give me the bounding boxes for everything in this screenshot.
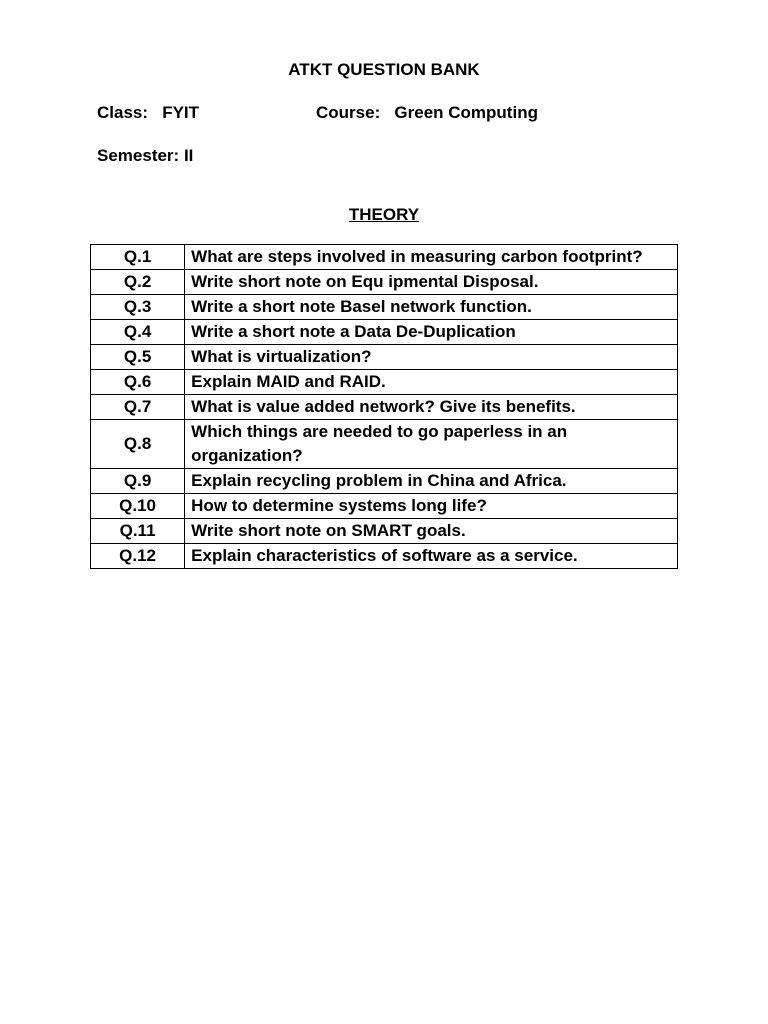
- question-text: Write short note on SMART goals.: [185, 519, 678, 544]
- semester-label: Semester:: [97, 146, 180, 165]
- class-value: FYIT: [162, 103, 200, 122]
- question-number: Q.8: [91, 420, 185, 469]
- question-text: What are steps involved in measuring carbon footprint?: [185, 245, 678, 270]
- question-text: Write a short note Basel network function.: [185, 295, 678, 320]
- table-row: [91, 544, 678, 569]
- question-text: Explain recycling problem in China and Africa.: [185, 469, 678, 494]
- question-text: Explain MAID and RAID.: [185, 370, 678, 395]
- table-row: [91, 245, 678, 270]
- question-text: How to determine systems long life?: [185, 494, 678, 519]
- table-row: [91, 494, 678, 519]
- question-number: Q.11: [91, 519, 185, 544]
- question-table: [90, 244, 678, 569]
- table-row: [91, 469, 678, 494]
- question-number: Q.4: [91, 320, 185, 345]
- question-number: Q.1: [91, 245, 185, 270]
- question-text: What is virtualization?: [185, 345, 678, 370]
- table-row: [91, 395, 678, 420]
- question-number: Q.6: [91, 370, 185, 395]
- table-row: [91, 295, 678, 320]
- class-label: Class:: [97, 103, 149, 122]
- semester-line: [97, 146, 193, 166]
- class-line: [97, 103, 199, 123]
- table-row: [91, 519, 678, 544]
- question-text: Write a short note a Data De-Duplication: [185, 320, 678, 345]
- question-number: Q.7: [91, 395, 185, 420]
- course-line: [316, 103, 538, 123]
- course-label: Course:: [316, 103, 381, 122]
- table-row: [91, 370, 678, 395]
- question-number: Q.10: [91, 494, 185, 519]
- table-row: [91, 320, 678, 345]
- semester-value: II: [183, 146, 194, 165]
- question-text: Write short note on Equ ipmental Disposal.: [185, 270, 678, 295]
- question-number: Q.3: [91, 295, 185, 320]
- question-number: Q.5: [91, 345, 185, 370]
- table-row: [91, 420, 678, 469]
- question-text: Explain characteristics of software as a service.: [185, 544, 678, 569]
- section-heading: THEORY: [348, 205, 420, 224]
- question-number: Q.12: [91, 544, 185, 569]
- page-title: ATKT QUESTION BANK: [288, 60, 480, 79]
- table-row: [91, 270, 678, 295]
- question-text: What is value added network? Give its benefits.: [185, 395, 678, 420]
- question-number: Q.9: [91, 469, 185, 494]
- table-row: [91, 345, 678, 370]
- course-value: Green Computing: [394, 103, 538, 122]
- question-number: Q.2: [91, 270, 185, 295]
- question-text: Which things are needed to go paperless in an organization?: [185, 420, 678, 469]
